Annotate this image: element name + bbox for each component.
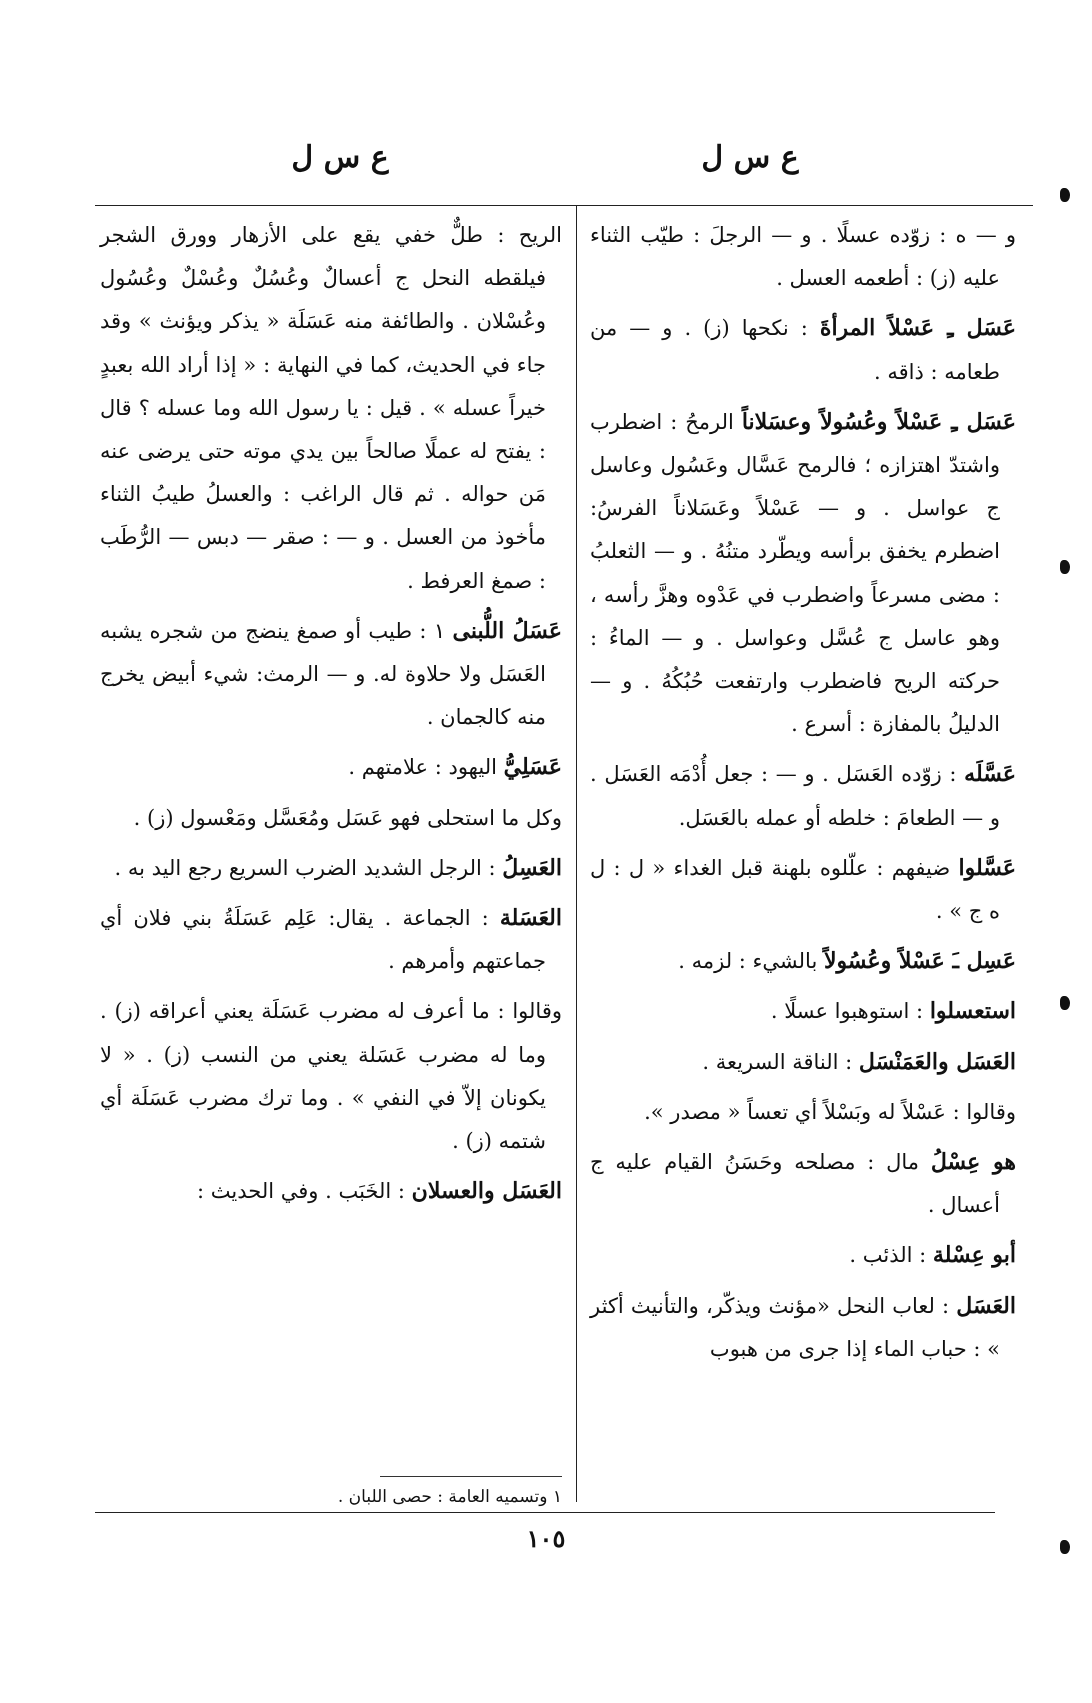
footer-rule	[95, 1512, 995, 1513]
entry-definition: وكل ما استحلى فهو عَسَل ومُعَسَّل ومَعْسول (ز) .	[133, 805, 562, 830]
entry-definition: : الرجل الشديد الضرب السريع رجع اليد به .	[114, 855, 496, 880]
entry-definition: : استوهبوا عسلًا .	[770, 999, 924, 1024]
entry-definition: ضيفهم : علّلوه بلهنة قبل الغداء « ل : ل ه ج » .	[590, 855, 1000, 924]
dictionary-entry	[590, 1285, 1016, 1371]
entry-definition: ١ : طيب أو صمغ ينضج من شجره يشبه العَسَل ولا حلاوة له. و — الرمث: شيء أبيض يخرج منه كالجمان .	[100, 618, 546, 730]
entry-headword: عَسَلُ اللُّبنى	[452, 617, 562, 644]
dictionary-entry	[100, 746, 562, 789]
entry-headword: العَسَلة	[499, 905, 562, 932]
edge-mark	[1060, 996, 1070, 1010]
entry-definition: وقالوا : عَسْلاً له وبَسْلاً أي تعساً « مصدر ».	[644, 1099, 1016, 1124]
dictionary-entry	[590, 307, 1016, 393]
entry-definition: الريح : طلٌّ خفي يقع على الأزهار وورق الشجر فيلقطه النحل ج أعسالٌ وعُسُلٌ وعُسْلٌ وعُسُول وعُسْلان . والطائفة منه عَسَلَة « يذكر ويؤنث » وقد جاء في الحديث، كما في النهاية : « إذا أراد الله بعبدٍ خيراً عسله » . قيل : يا رسول الله وما عسله ؟ قال : يفتح له عملًا صالحاً بين يدي موته حتى يرضى عنه مَن حواله . ثم قال الراغب : والعسلُ طيبُ الثناء مأخوذ من العسل . و — : صقر — دبس — الرُّطَب : صمغ العرفط .	[100, 223, 562, 593]
entry-headword: عَسِل ـَ عَسْلاً وعُسُولاً	[823, 948, 1016, 975]
entry-definition: الرمحُ : اضطرب واشتدّ اهتزازه ؛ فالرمح عَسَّال وعَسُول وعاسل ج عواسل . و — عَسْلاً وعَسَلاناً الفرسُ: اضطرم يخفق برأسه ويطّرد متنُهُ . و — الثعلبُ : مضى مسرعاً واضطرب في عَدْوه وهزَّ رأسه ، وهو عاسل ج عُسَّل وعواسل . و — الماءُ : حركته الريح فاضطرب وارتفعت حُبُكُهُ . و — الدليلُ بالمفازة : أسرع .	[590, 409, 1000, 737]
dictionary-entry	[100, 610, 562, 740]
entry-headword: العَسَل	[956, 1292, 1016, 1319]
dictionary-entry	[590, 1091, 1016, 1134]
dictionary-entry	[590, 847, 1016, 933]
entry-headword: عَسَلِيُّ	[503, 754, 562, 781]
dictionary-entry	[590, 214, 1016, 300]
dictionary-entry	[100, 847, 562, 890]
entry-headword: عَسَّلوا	[958, 854, 1016, 881]
dictionary-entry	[590, 940, 1016, 983]
running-head-right: ع س ل	[701, 140, 799, 175]
dictionary-entry	[100, 897, 562, 983]
entry-headword: العَسِلُ	[502, 854, 562, 881]
entry-definition: بالشيء : لزمه .	[678, 949, 818, 974]
entry-definition: وقالوا : ما أعرف له مضرب عَسَلَة يعني أعراقه (ز) . وما له مضرب عَسَلة يعني من النسب (ز) . « لا يكونان إلاّ في النفي » . وما ترك مضرب عَسَلَة أي شتمه (ز) .	[100, 999, 562, 1154]
running-head-left: ع س ل	[291, 140, 389, 175]
entry-definition: : زوّده العَسَل . و — : جعل أُدْمَه العَسَل . و — الطعامَ : خلطه أو عمله بالعَسَل.	[590, 762, 1000, 830]
entry-headword: العَسَل والعسلان	[411, 1178, 562, 1205]
dictionary-entry	[590, 1234, 1016, 1277]
entry-headword: عَسَل ـِ عَسْلاً وعُسُولاً وعسَلاناً	[741, 408, 1016, 435]
entry-definition: اليهود : علامتهم .	[348, 755, 497, 780]
entry-definition: : الخَبَب . وفي الحديث :	[197, 1179, 405, 1204]
dictionary-entry	[590, 990, 1016, 1033]
edge-mark	[1060, 188, 1070, 202]
entry-definition: مال : مصلحه وحَسَنُ القيام عليه ج أعسال .	[590, 1150, 1000, 1218]
entry-definition: : نكحها (ز) . و — من طعامه : ذاقه .	[590, 316, 1000, 384]
dictionary-entry	[590, 1041, 1016, 1084]
right-column	[590, 214, 1016, 1378]
entry-headword: عَسَل ـِ عَسْلاً المرأةَ	[819, 315, 1017, 342]
page-number: ١٠٥	[526, 1524, 566, 1553]
dictionary-entry	[100, 1170, 562, 1213]
edge-mark	[1060, 1540, 1070, 1554]
footnote: ١ وتسميه العامة : حصى اللبان .	[337, 1487, 562, 1507]
left-column	[100, 214, 562, 1220]
entry-headword: عَسَّلَه	[964, 761, 1016, 788]
header-rule	[95, 205, 1033, 206]
edge-mark	[1060, 560, 1070, 574]
dictionary-entry	[100, 797, 562, 840]
column-divider	[576, 206, 577, 1502]
dictionary-entry	[590, 753, 1016, 839]
dictionary-entry	[100, 214, 562, 603]
entry-headword: العَسَل والعَمَنْسَل	[858, 1048, 1016, 1075]
entry-definition: : الذئب .	[849, 1243, 927, 1268]
dictionary-entry	[590, 401, 1016, 747]
footnote-rule	[380, 1476, 562, 1477]
dictionary-entry	[590, 1141, 1016, 1227]
entry-headword: أبو عِسْلة	[932, 1242, 1016, 1269]
entry-headword: استعسلوا	[929, 998, 1016, 1025]
entry-definition: و — ه : زوّده عسلًا . و — الرجلَ : طيّب الثناء عليه (ز) : أطعمه العسل .	[590, 223, 1016, 291]
entry-definition: : الناقة السريعة .	[702, 1049, 853, 1074]
dictionary-entry	[100, 990, 562, 1163]
entry-definition: : لعاب النحل «مؤنث ويذكّر، والتأنيث أكثر » : حباب الماء إذا جرى من هبوب	[590, 1293, 1000, 1361]
entry-headword: هو عِسْلُ	[930, 1149, 1016, 1176]
entry-definition: : الجماعة . يقال: عَلِم عَسَلَةُ بني فلان أي جماعتهم وأمرهم .	[100, 906, 546, 974]
